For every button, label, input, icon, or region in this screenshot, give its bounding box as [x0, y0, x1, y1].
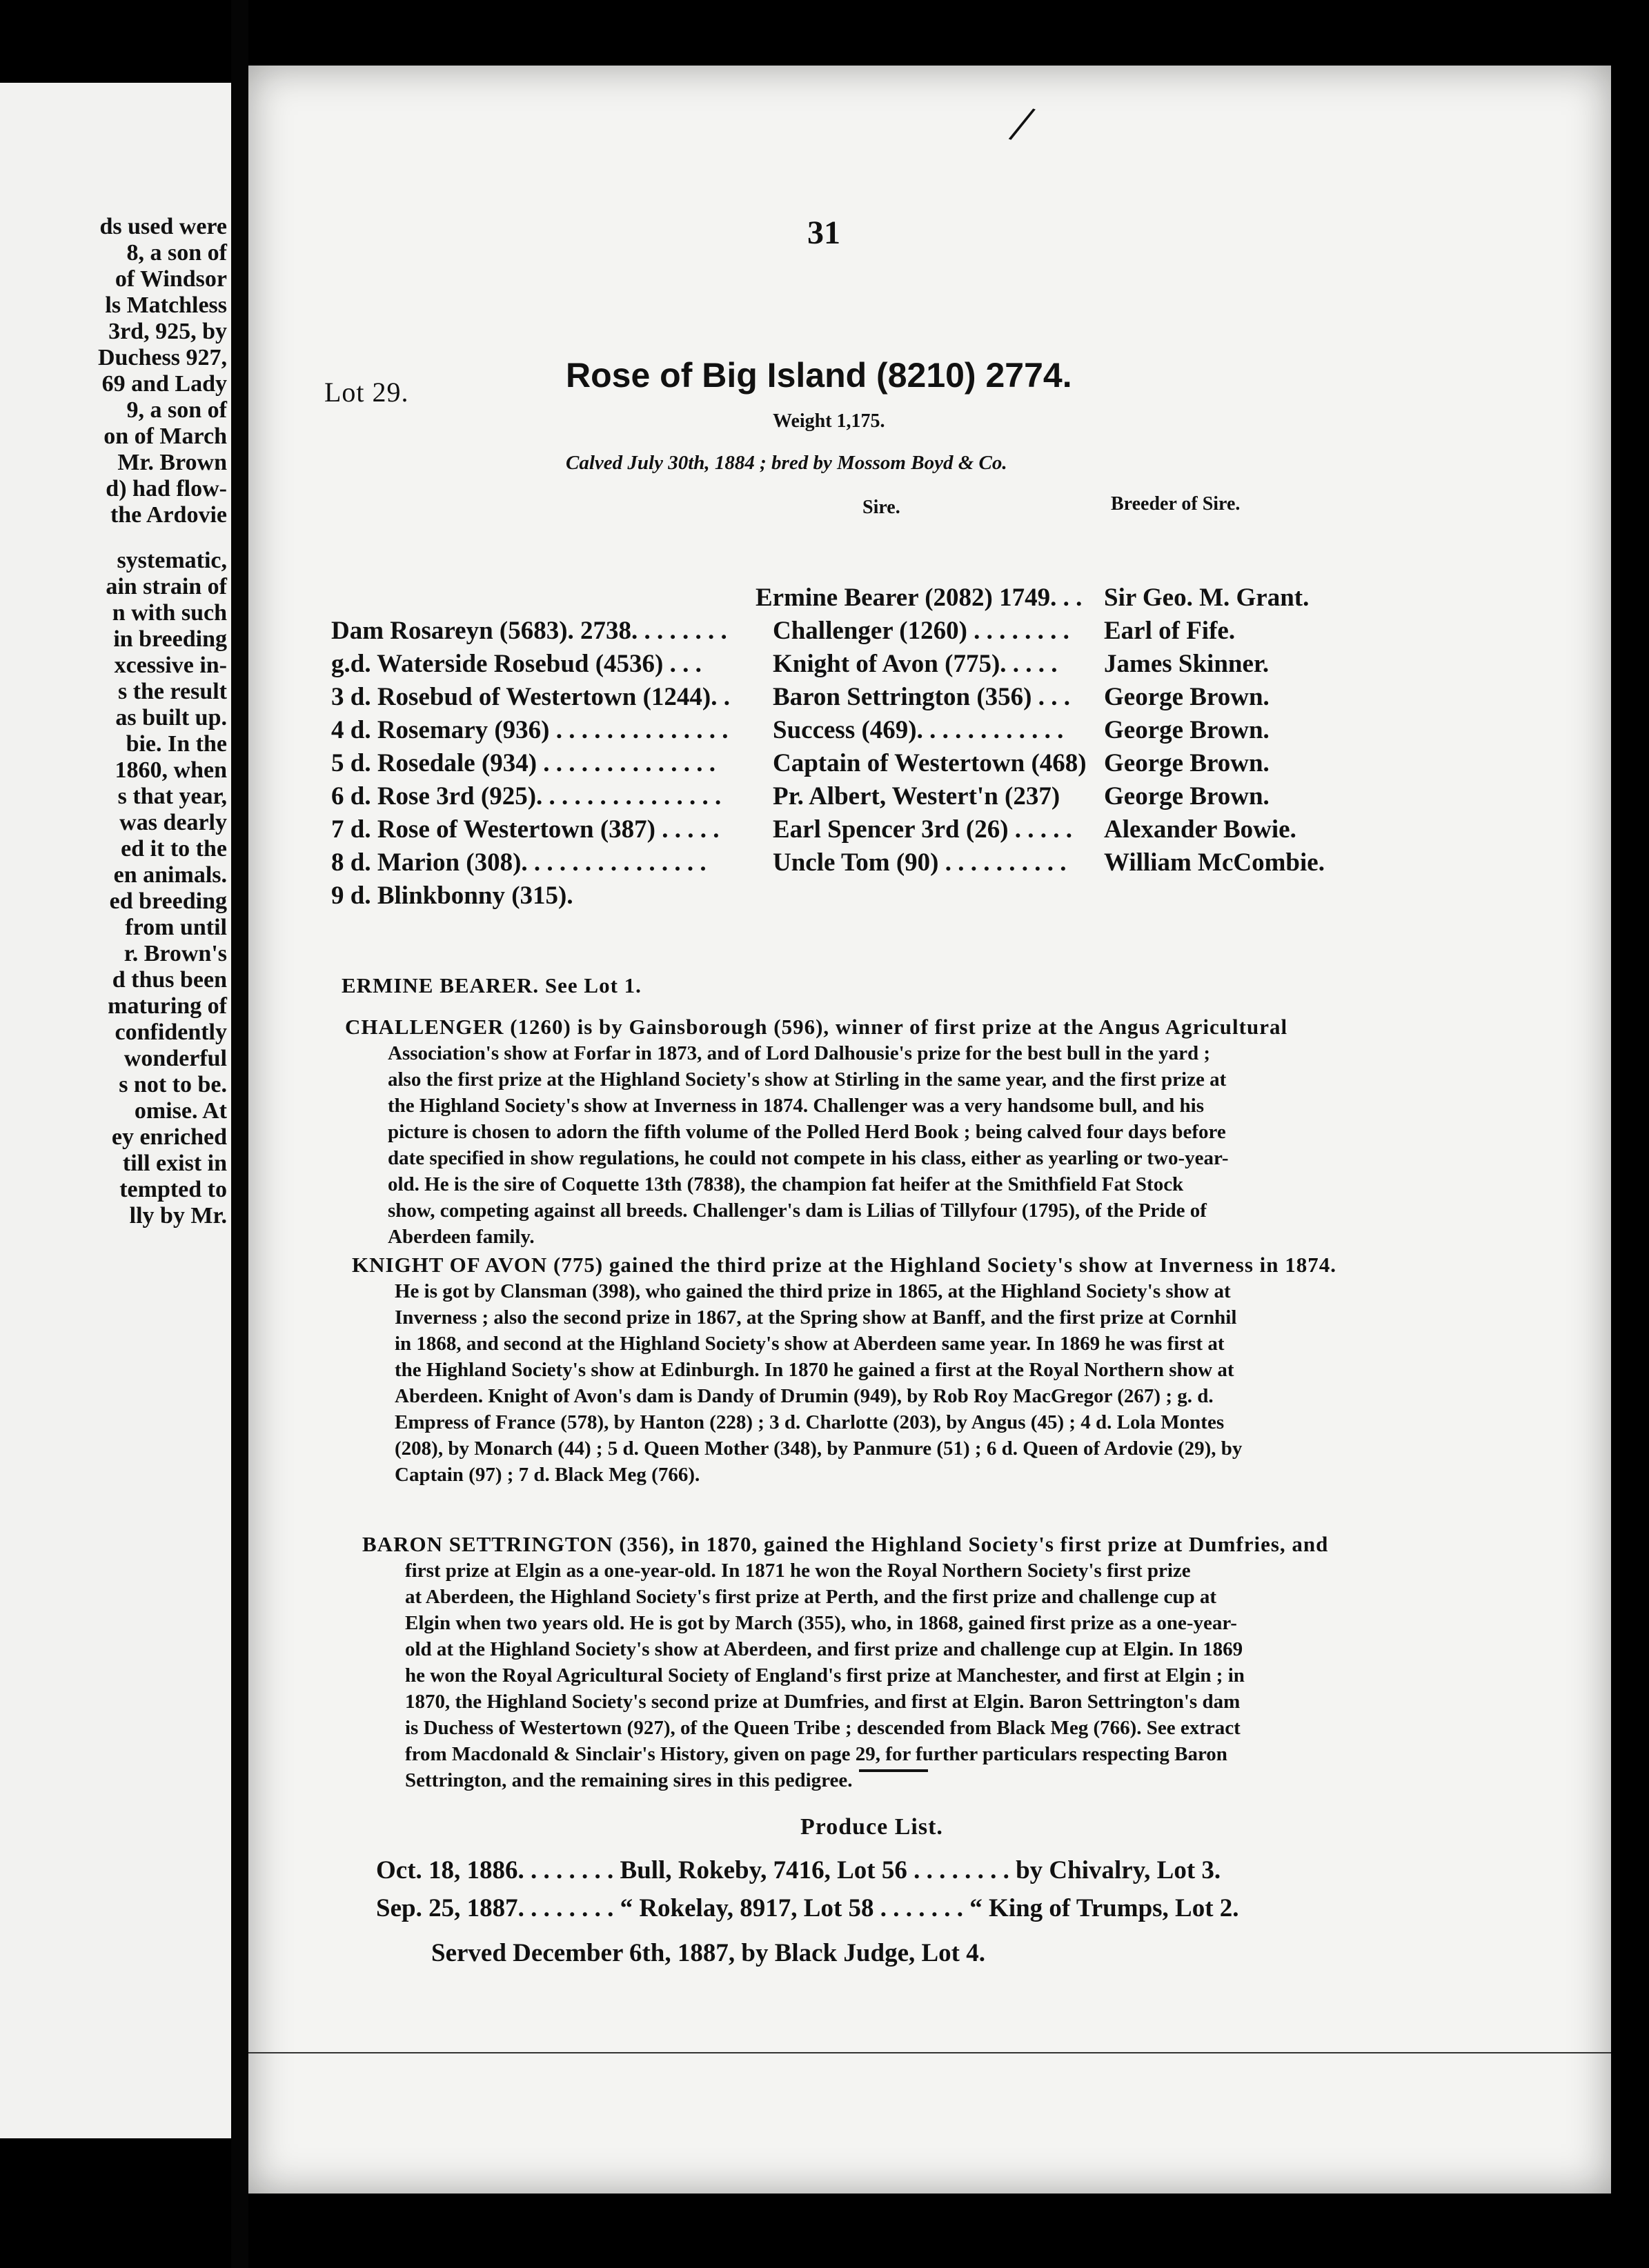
note-line: 1870, the Highland Society's second prize at Dumfries, and first at Elgin. Baron Settrington's dam — [405, 1691, 1241, 1713]
note-line: Elgin when two years old. He is got by March (355), who, in 1868, gained first prize as a one-year- — [405, 1612, 1237, 1634]
left-page-line: n with such — [112, 600, 227, 626]
pedigree-breeder: James Skinner. — [1104, 650, 1270, 678]
note-line: (208), by Monarch (44) ; 5 d. Queen Mother (348), by Panmure (51) ; 6 d. Queen of Ardovie (29), by — [395, 1438, 1243, 1460]
note-line: Association's show at Forfar in 1873, and of Lord Dalhousie's prize for the best bull in the yard ; — [388, 1042, 1211, 1064]
pedigree-sire: Knight of Avon (775). . . . . — [773, 650, 1058, 678]
note-line: date specified in show regulations, he could not compete in his class, either as yearling or two-year- — [388, 1147, 1229, 1169]
pedigree-sire: Ermine Bearer (2082) 1749. . . — [756, 584, 1083, 612]
main-page — [248, 66, 1611, 2194]
left-page-line: ey enriched — [111, 1124, 227, 1150]
section-divider — [859, 1769, 928, 1772]
pedigree-sire: Baron Settrington (356) . . . — [773, 683, 1070, 711]
left-page-line: from until — [125, 915, 227, 940]
note-line: He is got by Clansman (398), who gained the third prize in 1865, at the Highland Society's show at — [395, 1280, 1231, 1302]
left-page-line: on of March — [103, 424, 227, 449]
left-page-line: the Ardovie — [110, 502, 227, 528]
note-line: also the first prize at the Highland Society's show at Stirling in the same year, and the first prize at — [388, 1068, 1227, 1091]
note-line: KNIGHT OF AVON (775) gained the third prize at the Highland Society's show at Inverness in 1874. — [352, 1253, 1337, 1277]
note-line: Empress of France (578), by Hanton (228) ; 3 d. Charlotte (203), by Angus (45) ; 4 d. Lola Montes — [395, 1411, 1225, 1433]
left-page-line: ls Matchless — [105, 292, 227, 318]
pedigree-breeder: William McCombie. — [1104, 848, 1325, 877]
note-challenger — [345, 1014, 1287, 1250]
note-line: the Highland Society's show at Edinburgh. In 1870 he gained a first at the Royal Northern show at — [395, 1359, 1234, 1381]
left-page-line: systematic, — [117, 548, 227, 573]
page-title: Rose of Big Island (8210) 2774. — [566, 356, 1072, 395]
pedigree-dam: 9 d. Blinkbonny (315). — [331, 882, 573, 910]
pedigree-breeder: George Brown. — [1104, 716, 1270, 744]
pedigree-dam: 6 d. Rose 3rd (925). . . . . . . . . . . . . . . — [331, 782, 722, 810]
left-page-line: d thus been — [112, 967, 227, 993]
left-page-line: Duchess 927, — [97, 345, 227, 370]
note-baron-settrington — [362, 1531, 1328, 1793]
note-line: he won the Royal Agricultural Society of England's first prize at Manchester, and first at Elgin ; in — [405, 1664, 1245, 1687]
left-page-line: confidently — [115, 1019, 227, 1045]
pedigree-sire: Success (469). . . . . . . . . . . . — [773, 716, 1064, 744]
pedigree-breeder: George Brown. — [1104, 683, 1270, 711]
left-page-line: bie. In the — [126, 731, 227, 757]
book-spine — [231, 0, 248, 2268]
left-page-line: in breeding — [113, 626, 227, 652]
note-line: Captain (97) ; 7 d. Black Meg (766). — [395, 1464, 700, 1486]
pedigree-sire: Earl Spencer 3rd (26) . . . . . — [773, 815, 1073, 844]
left-page-line: Mr. Brown — [117, 450, 227, 475]
breeder-column-header: Breeder of Sire. — [1111, 493, 1241, 515]
pedigree-sire: Challenger (1260) . . . . . . . . — [773, 617, 1069, 645]
left-page-line: of Windsor — [115, 266, 227, 292]
left-page-line: 3rd, 925, by — [108, 319, 227, 344]
page-bottom-rule — [248, 2052, 1611, 2053]
note-ermine-bearer — [342, 973, 642, 999]
left-page-line: tempted to — [119, 1177, 227, 1202]
pedigree-sire: Pr. Albert, Westert'n (237) — [773, 782, 1060, 810]
pen-mark: / — [1004, 92, 1040, 156]
note-line: show, competing against all breeds. Challenger's dam is Lilias of Tillyfour (1795), of the Pride of — [388, 1200, 1207, 1222]
note-line: BARON SETTRINGTON (356), in 1870, gained the Highland Society's first prize at Dumfries, and — [362, 1532, 1329, 1556]
left-page-line: ed it to the — [121, 836, 227, 862]
left-page-line: ds used were — [99, 214, 227, 239]
lot-label: Lot 29. — [324, 377, 409, 408]
left-page-line: 69 and Lady — [101, 371, 227, 397]
note-line: Aberdeen. Knight of Avon's dam is Dandy of Drumin (949), by Rob Roy MacGregor (267) ; g. d. — [395, 1385, 1214, 1407]
pedigree-breeder: George Brown. — [1104, 749, 1270, 777]
served-line: Served December 6th, 1887, by Black Judge, Lot 4. — [431, 1939, 985, 1967]
left-page-line: ed breeding — [109, 888, 227, 914]
pedigree-dam: 7 d. Rose of Westertown (387) . . . . . — [331, 815, 720, 844]
note-line: picture is chosen to adorn the fifth volume of the Polled Herd Book ; being calved four days before — [388, 1121, 1226, 1143]
left-page-line: s not to be. — [119, 1072, 227, 1097]
produce-list-title: Produce List. — [800, 1814, 943, 1840]
left-page-line: as built up. — [115, 705, 227, 730]
left-page-line: 9, a son of — [126, 397, 227, 423]
left-page-line: maturing of — [108, 993, 227, 1019]
left-page-line: ain strain of — [106, 574, 227, 599]
sire-column-header: Sire. — [862, 497, 900, 518]
weight-line: Weight 1,175. — [773, 410, 885, 432]
pedigree-dam: 4 d. Rosemary (936) . . . . . . . . . . . . . . — [331, 716, 729, 744]
page-number: 31 — [807, 215, 840, 251]
pedigree-dam: g.d. Waterside Rosebud (4536) . . . — [331, 650, 702, 678]
left-page-line: lly by Mr. — [129, 1203, 227, 1228]
note-knight-of-avon — [352, 1252, 1336, 1488]
left-page-line: s that year, — [117, 784, 227, 809]
note-line: is Duchess of Westertown (927), of the Queen Tribe ; descended from Black Meg (766). See extract — [405, 1717, 1241, 1739]
note-line: Aberdeen family. — [388, 1226, 535, 1248]
left-page-line: en animals. — [113, 862, 227, 888]
pedigree-dam: 5 d. Rosedale (934) . . . . . . . . . . . . . . — [331, 749, 716, 777]
pedigree-breeder: George Brown. — [1104, 782, 1270, 810]
note-line: CHALLENGER (1260) is by Gainsborough (596), winner of first prize at the Angus Agricultural — [345, 1015, 1288, 1039]
left-page-line: d) had flow- — [106, 476, 227, 501]
left-page-line: wonderful — [124, 1046, 227, 1071]
left-page-line: omise. At — [134, 1098, 227, 1124]
note-ermine-text: ERMINE BEARER. See Lot 1. — [342, 973, 642, 997]
pedigree-dam: 3 d. Rosebud of Westertown (1244). . — [331, 683, 730, 711]
pedigree-dam: Dam Rosareyn (5683). 2738. . . . . . . . — [331, 617, 727, 645]
pedigree-breeder: Sir Geo. M. Grant. — [1104, 584, 1310, 612]
note-line: at Aberdeen, the Highland Society's first prize at Perth, and the first prize and challenge cup at — [405, 1586, 1217, 1608]
left-page-line: was dearly — [119, 810, 227, 835]
left-facing-page — [0, 83, 231, 2138]
left-page-line: till exist in — [122, 1151, 227, 1176]
left-page-line: xcessive in- — [114, 653, 227, 678]
note-line: from Macdonald & Sinclair's History, given on page 29, for further particulars respecting Baron — [405, 1743, 1227, 1765]
left-page-line: 1860, when — [115, 757, 227, 783]
note-line: Settrington, and the remaining sires in this pedigree. — [405, 1769, 853, 1791]
pedigree-sire: Captain of Westertown (468) — [773, 749, 1087, 777]
note-line: old. He is the sire of Coquette 13th (7838), the champion fat heifer at the Smithfield Fat Stock — [388, 1173, 1184, 1195]
produce-row-1: Oct. 18, 1886. . . . . . . . Bull, Rokeby, 7416, Lot 56 . . . . . . . . by Chivalry, Lot 3. — [376, 1856, 1221, 1884]
note-line: first prize at Elgin as a one-year-old. In 1871 he won the Royal Northern Society's first prize — [405, 1560, 1191, 1582]
pedigree-breeder: Alexander Bowie. — [1104, 815, 1296, 844]
note-line: in 1868, and second at the Highland Society's show at Aberdeen same year. In 1869 he was first at — [395, 1333, 1225, 1355]
pedigree-breeder: Earl of Fife. — [1104, 617, 1236, 645]
note-line: Inverness ; also the second prize in 1867, at the Spring show at Banff, and the first prize at Cornhil — [395, 1306, 1237, 1329]
calved-line: Calved July 30th, 1884 ; bred by Mossom Boyd & Co. — [566, 452, 1007, 474]
pedigree-dam: 8 d. Marion (308). . . . . . . . . . . . . . . — [331, 848, 707, 877]
note-line: the Highland Society's show at Inverness in 1874. Challenger was a very handsome bull, and his — [388, 1095, 1204, 1117]
pedigree-sire: Uncle Tom (90) . . . . . . . . . . — [773, 848, 1067, 877]
produce-row-2: Sep. 25, 1887. . . . . . . . “ Rokelay, 8917, Lot 58 . . . . . . . “ King of Trumps, Lot 2. — [376, 1894, 1239, 1922]
left-page-line: s the result — [117, 679, 227, 704]
left-page-line: 8, a son of — [126, 240, 227, 266]
left-page-line: r. Brown's — [124, 941, 227, 966]
note-line: old at the Highland Society's show at Aberdeen, and first prize and challenge cup at Elgin. In 1869 — [405, 1638, 1243, 1660]
